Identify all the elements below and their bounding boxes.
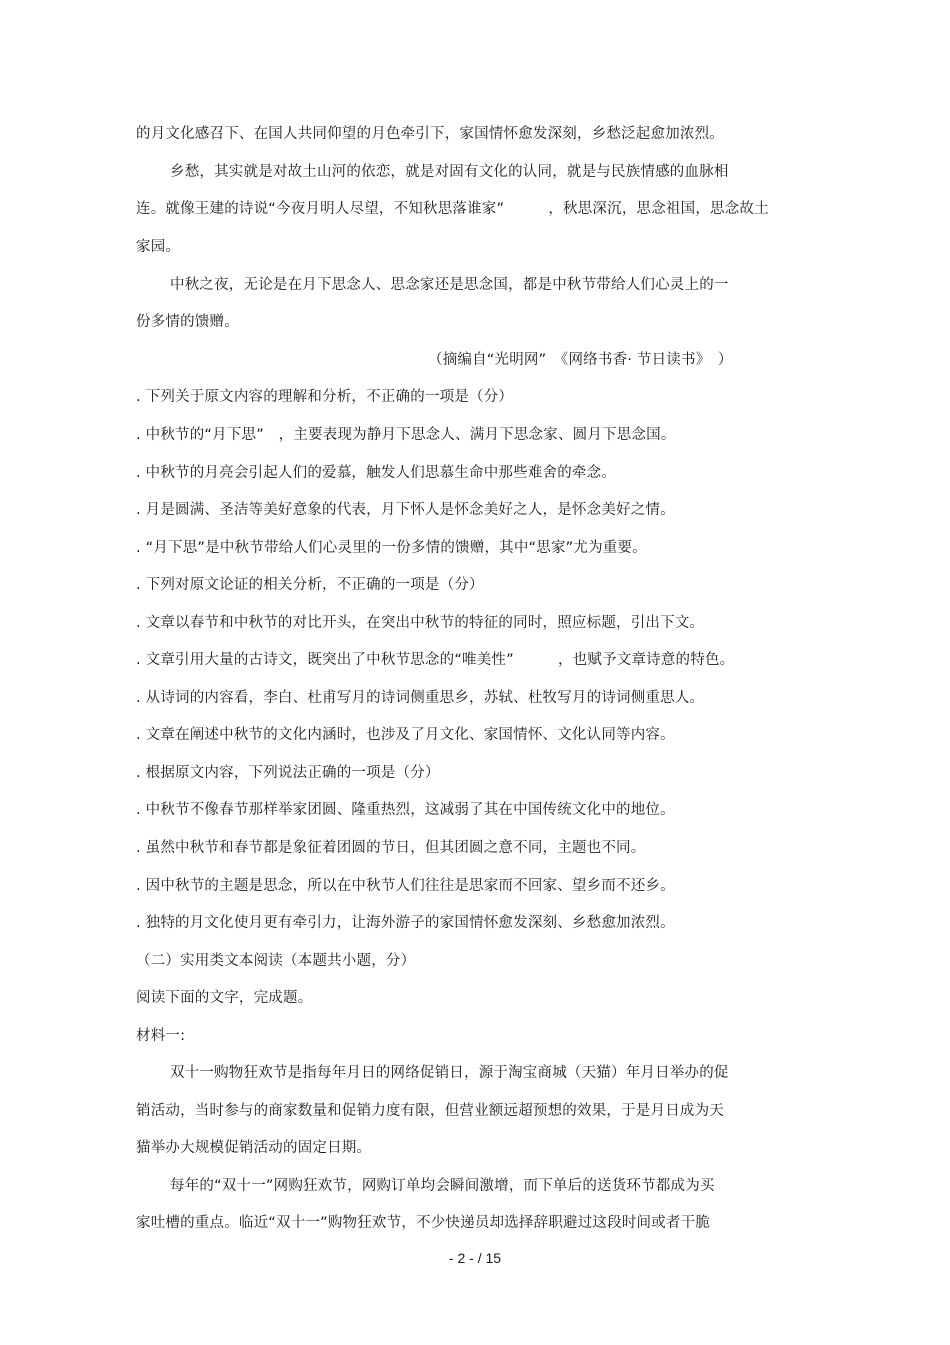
text-line: 连。就像王建的诗说“今夜月明人尽望，不知秋思落谁家” ，秋思深沉，思念祖国，思念故土 <box>136 201 769 217</box>
question-stem: . 根据原文内容，下列说法正确的一项是（分） <box>136 765 440 781</box>
answer-option: . 从诗词的内容看，李白、杜甫写月的诗词侧重思乡，苏轼、杜牧写月的诗词侧重思人。 <box>136 690 705 706</box>
text-line: 双十一购物狂欢节是指每年月日的网络促销日，源于淘宝商城（天猫）年月日举办的促 <box>170 1065 729 1081</box>
answer-option: . 中秋节的月亮会引起人们的爱慕，触发人们思慕生命中那些难舍的牵念。 <box>136 465 617 481</box>
text-line: 猫举办大规模促销活动的固定日期。 <box>136 1140 372 1156</box>
answer-option: . 独特的月文化使月更有牵引力，让海外游子的家国情怀愈发深刻、乡愁愈加浓烈。 <box>136 915 675 931</box>
answer-option: . 文章在阐述中秋节的文化内涵时，也涉及了月文化、家国情怀、文化认同等内容。 <box>136 727 675 743</box>
instruction-text: 阅读下面的文字，完成题。 <box>136 990 313 1006</box>
text-line: 每年的“双十一”网购狂欢节，网购订单均会瞬间激增，而下单后的送货环节都成为买 <box>170 1178 715 1194</box>
text-line: 乡愁，其实就是对故土山河的依恋，就是对固有文化的认同，就是与民族情感的血脉相 <box>170 164 729 180</box>
text-line: 的月文化感召下、在国人共同仰望的月色牵引下，家国情怀愈发深刻，乡愁泛起愈加浓烈。 <box>136 126 724 142</box>
answer-option: . 文章引用大量的古诗文，既突出了中秋节思念的“唯美性” ，也赋予文章诗意的特色。 <box>136 652 735 668</box>
question-stem: . 下列关于原文内容的理解和分析，不正确的一项是（分） <box>136 389 514 405</box>
answer-option: . “月下思”是中秋节带给人们心灵里的一份多情的馈赠，其中“思家”尤为重要。 <box>136 540 647 556</box>
answer-option: . 虽然中秋节和春节都是象征着团圆的节日，但其团圆之意不同，主题也不同。 <box>136 840 646 856</box>
answer-option: . 文章以春节和中秋节的对比开头，在突出中秋节的特征的同时，照应标题，引出下文。 <box>136 615 705 631</box>
section-heading: （二）实用类文本阅读（本题共小题，分） <box>136 953 416 969</box>
question-stem: . 下列对原文论证的相关分析，不正确的一项是（分） <box>136 577 484 593</box>
answer-option: . 中秋节的“月下思” ，主要表现为静月下思念人、满月下思念家、圆月下思念国。 <box>136 427 676 443</box>
text-line: 家园。 <box>136 239 181 255</box>
text-line: 销活动，当时参与的商家数量和促销力度有限，但营业额远超预想的效果，于是月日成为天 <box>136 1103 724 1119</box>
answer-option: . 因中秋节的主题是思念，所以在中秋节人们往往是思家而不回家、望乡而不还乡。 <box>136 878 675 894</box>
answer-option: . 月是圆满、圣洁等美好意象的代表，月下怀人是怀念美好之人，是怀念美好之情。 <box>136 502 675 518</box>
answer-option: . 中秋节不像春节那样举家团圆、隆重热烈，这减弱了其在中国传统文化中的地位。 <box>136 802 675 818</box>
source-citation: （摘编自“光明网” 《网络书香· 节日读书》 ） <box>428 352 733 368</box>
page-number: - 2 - / 15 <box>448 1250 502 1266</box>
material-label: 材料一: <box>136 1028 186 1044</box>
text-line: 中秋之夜，无论是在月下思念人、思念家还是思念国，都是中秋节带给人们心灵上的一 <box>170 277 729 293</box>
text-line: 家吐槽的重点。临近“双十一”购物狂欢节，不少快递员却选择辞职避过这段时间或者干脆 <box>136 1215 711 1231</box>
text-line: 份多情的馈赠。 <box>136 314 239 330</box>
